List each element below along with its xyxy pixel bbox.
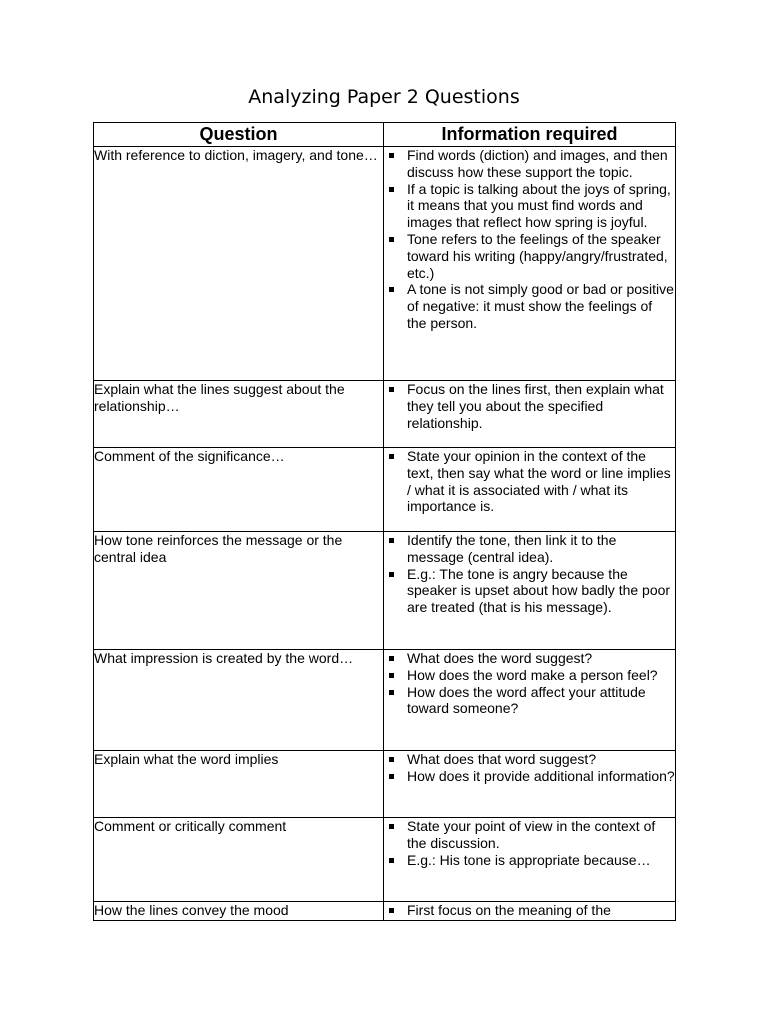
square-bullet-icon: [389, 454, 394, 459]
page-title: Analyzing Paper 2 Questions: [248, 86, 520, 108]
square-bullet-icon: [389, 824, 394, 829]
information-list: [384, 532, 675, 616]
table-row: [94, 818, 676, 902]
question-cell: What impression is created by the word…: [94, 650, 384, 751]
table-row: [94, 448, 676, 532]
question-cell: How tone reinforces the message or the central idea: [94, 532, 384, 650]
information-cell: [384, 532, 676, 650]
list-item: [384, 381, 675, 431]
column-header-information: Information required: [384, 123, 676, 147]
information-cell: [384, 448, 676, 532]
information-cell: [384, 902, 676, 921]
information-list: [384, 381, 675, 431]
column-header-question: Question: [94, 123, 384, 147]
list-item-text: A tone is not simply good or bad or positive of negative: it must show the feelings of the person.: [407, 281, 674, 331]
list-item-text: What does the word suggest?: [407, 650, 593, 666]
table-row: [94, 902, 676, 921]
square-bullet-icon: [389, 153, 394, 158]
table-row: [94, 650, 676, 751]
table-row: [94, 381, 676, 448]
square-bullet-icon: [389, 858, 394, 863]
list-item-text: State your point of view in the context of the discussion.: [407, 818, 656, 851]
question-cell: How the lines convey the mood: [94, 902, 384, 921]
question-cell: With reference to diction, imagery, and tone…: [94, 147, 384, 381]
list-item-text: Identify the tone, then link it to the message (central idea).: [407, 532, 617, 565]
information-cell: [384, 147, 676, 381]
list-item-text: If a topic is talking about the joys of spring, it means that you must find words and images that reflect how spring is joyful.: [407, 180, 671, 231]
list-item: [384, 751, 675, 768]
square-bullet-icon: [389, 237, 394, 242]
square-bullet-icon: [389, 908, 394, 913]
information-cell: [384, 381, 676, 448]
square-bullet-icon: [389, 287, 394, 292]
information-cell: [384, 818, 676, 902]
list-item-text: Focus on the lines first, then explain what they tell you about the specified relationship.: [407, 381, 664, 431]
information-list: [384, 818, 675, 868]
list-item: [384, 281, 675, 331]
list-item-text: What does that word suggest?: [407, 751, 597, 767]
list-item: [384, 902, 675, 919]
table-body: [94, 147, 676, 921]
information-list: [384, 448, 675, 515]
list-item: [384, 684, 675, 718]
information-cell: [384, 751, 676, 818]
list-item: [384, 181, 675, 231]
information-cell: [384, 650, 676, 751]
question-cell: Comment of the significance…: [94, 448, 384, 532]
list-item-text: How does the word make a person feel?: [407, 666, 658, 683]
list-item: [384, 448, 675, 515]
square-bullet-icon: [389, 673, 394, 678]
list-item-text: E.g.: His tone is appropriate because…: [407, 851, 651, 868]
question-cell: Comment or critically comment: [94, 818, 384, 902]
square-bullet-icon: [389, 538, 394, 543]
list-item: [384, 852, 675, 869]
information-list: [384, 751, 675, 785]
questions-table: [93, 122, 676, 921]
list-item: [384, 147, 675, 181]
information-list: [384, 147, 675, 332]
list-item-text: Find words (diction) and images, and then discuss how these support the topic.: [407, 147, 668, 180]
list-item-text: E.g.: The tone is angry because the speaker is upset about how badly the poor are treated (that is his message).: [407, 565, 671, 616]
square-bullet-icon: [389, 572, 394, 577]
list-item: [384, 818, 675, 852]
information-list: [384, 902, 675, 919]
table-row: [94, 147, 676, 381]
list-item: [384, 532, 675, 566]
square-bullet-icon: [389, 774, 394, 779]
table-row: [94, 532, 676, 650]
list-item-text: How does the word affect your attitude toward someone?: [407, 683, 646, 717]
information-list: [384, 650, 675, 717]
square-bullet-icon: [389, 690, 394, 695]
square-bullet-icon: [389, 757, 394, 762]
list-item: [384, 650, 675, 667]
list-item-text: First focus on the meaning of the: [407, 902, 611, 918]
list-item-text: How does it provide additional information?: [407, 767, 675, 784]
question-cell: Explain what the lines suggest about the relationship…: [94, 381, 384, 448]
square-bullet-icon: [389, 656, 394, 661]
table-header-row: [94, 123, 676, 147]
square-bullet-icon: [389, 187, 394, 192]
table-row: [94, 751, 676, 818]
list-item: [384, 768, 675, 785]
list-item: [384, 667, 675, 684]
list-item-text: State your opinion in the context of the text, then say what the word or line implies / what it is associated with / what its importance is.: [407, 448, 671, 515]
list-item: [384, 231, 675, 281]
square-bullet-icon: [389, 387, 394, 392]
list-item: [384, 566, 675, 616]
question-cell: Explain what the word implies: [94, 751, 384, 818]
list-item-text: Tone refers to the feelings of the speaker toward his writing (happy/angry/frustrated, etc.): [407, 230, 668, 281]
